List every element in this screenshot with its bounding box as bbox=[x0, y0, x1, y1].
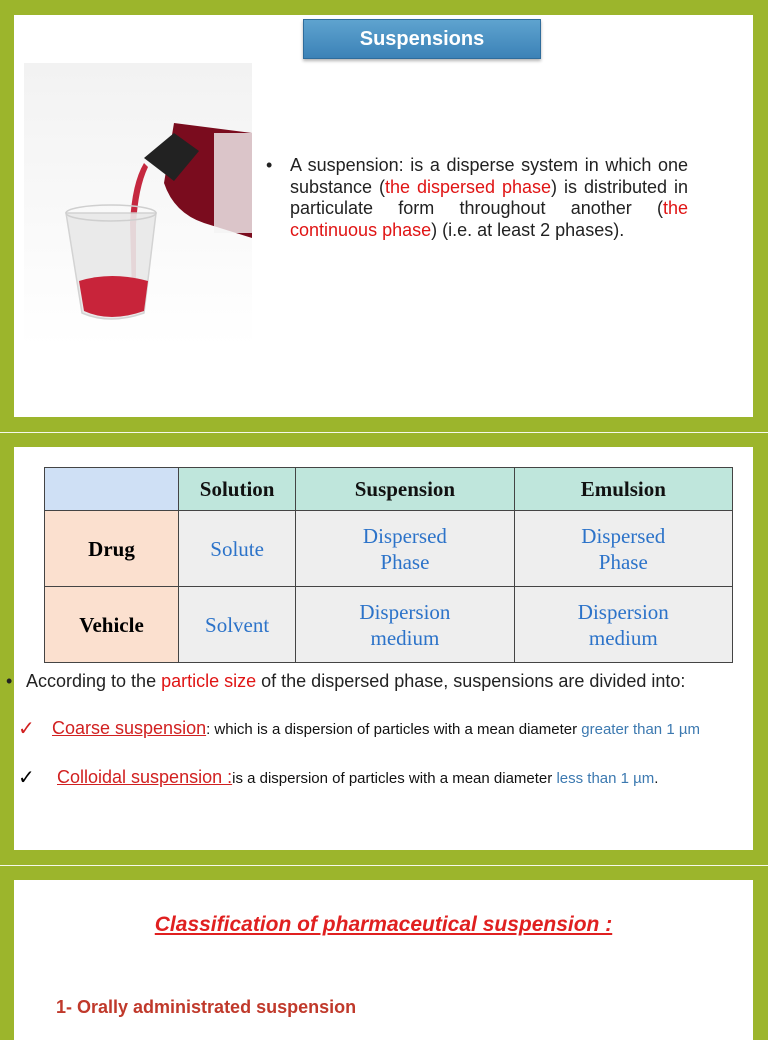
table-row bbox=[45, 511, 733, 587]
slide-divider bbox=[0, 865, 768, 866]
definition-bullet bbox=[266, 155, 688, 241]
table-corner-cell bbox=[45, 468, 179, 511]
slide-comparison bbox=[6, 447, 753, 850]
item-text: : which is a dispersion of particles with a mean diameter bbox=[206, 721, 582, 738]
coarse-suspension-item bbox=[52, 717, 742, 741]
comparison-table bbox=[44, 467, 733, 663]
slide-suspensions bbox=[14, 15, 753, 417]
definition-text-2: ) is distributed in particulate form throughout another ( bbox=[290, 176, 688, 218]
table-cell: Solute bbox=[179, 511, 296, 587]
particle-size-term: particle size bbox=[161, 671, 257, 691]
continuous-phase-term: the continuous phase bbox=[290, 198, 688, 240]
bottle-and-cup-illustration bbox=[24, 63, 252, 347]
bullet-marker: • bbox=[266, 155, 273, 175]
less-than-value: less than 1 µm bbox=[556, 770, 655, 787]
particle-size-bullet bbox=[6, 671, 751, 692]
greater-than-value: greater than 1 µm bbox=[581, 721, 700, 738]
header-solution: Solution bbox=[179, 468, 296, 511]
colloidal-suspension-item bbox=[57, 766, 757, 790]
classification-title: Classification of pharmaceutical suspension : bbox=[154, 913, 613, 936]
row-label-vehicle: Vehicle bbox=[45, 587, 179, 663]
table-cell: Solvent bbox=[179, 587, 296, 663]
slide-classification bbox=[14, 880, 753, 1040]
slide-title: Suspensions bbox=[303, 19, 541, 59]
dispersed-phase-term: the dispersed phase bbox=[385, 176, 552, 197]
bullet-marker: • bbox=[6, 671, 13, 691]
check-icon: ✓ bbox=[18, 716, 35, 740]
bullet-text: According to the bbox=[26, 671, 162, 691]
table-cell: Dispersed Phase bbox=[296, 511, 514, 587]
definition-text-3: ) (i.e. at least 2 phases). bbox=[431, 219, 625, 240]
table-header-row bbox=[45, 468, 733, 511]
item-text: is a dispersion of particles with a mean diameter bbox=[232, 770, 557, 787]
slide-divider bbox=[0, 432, 768, 433]
row-label-drug: Drug bbox=[45, 511, 179, 587]
check-icon: ✓ bbox=[18, 765, 35, 789]
table-cell: Dispersed Phase bbox=[514, 511, 732, 587]
item-tail: . bbox=[654, 770, 659, 787]
bullet-text: of the dispersed phase, suspensions are divided into: bbox=[256, 671, 686, 691]
header-suspension: Suspension bbox=[296, 468, 514, 511]
table-cell: Dispersion medium bbox=[296, 587, 514, 663]
table-row bbox=[45, 587, 733, 663]
definition-text-1: A suspension: is a disperse system in which one substance ( bbox=[290, 155, 688, 197]
colloidal-suspension-term: Colloidal suspension : bbox=[57, 767, 233, 787]
table-cell: Dispersion medium bbox=[514, 587, 732, 663]
header-emulsion: Emulsion bbox=[514, 468, 732, 511]
coarse-suspension-term: Coarse suspension bbox=[52, 718, 207, 738]
oral-suspension-heading: 1- Orally administrated suspension bbox=[56, 997, 357, 1017]
syrup-pouring-photo bbox=[24, 63, 252, 347]
